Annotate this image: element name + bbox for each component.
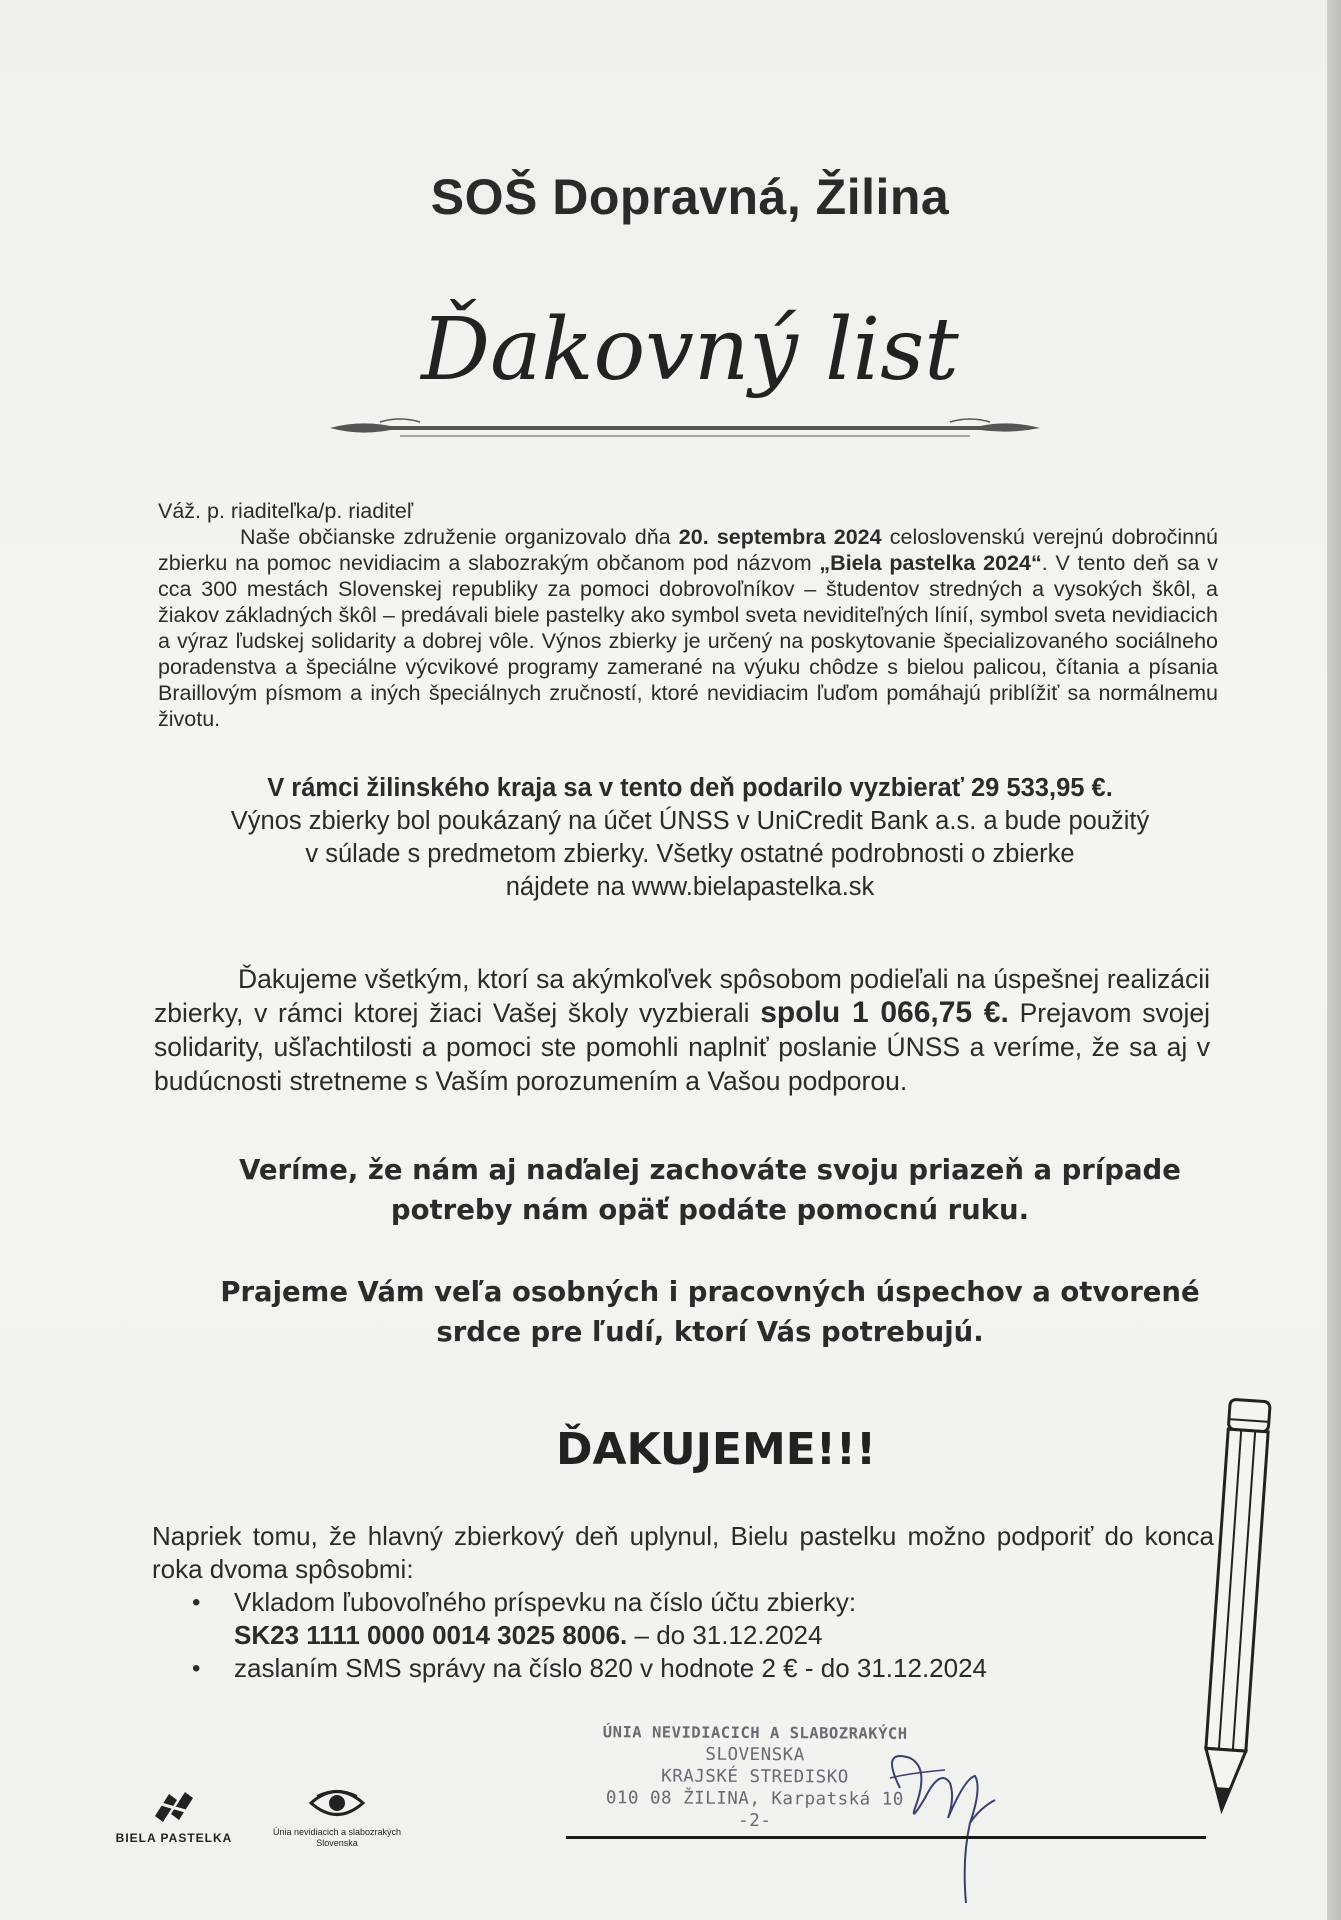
biela-pastelka-icon	[149, 1786, 199, 1826]
stamp-line-4: 010 08 ŽILINA, Karpatská 10	[605, 1788, 904, 1810]
region-result	[150, 772, 1230, 904]
thanks-text-a: Ďakujeme všetkým, ktorí sa akýmkoľvek spôsobom podieľali na úspešnej realizácii zbierky, v rámci ktorej žiaci Vašej školy vyzbierali	[154, 964, 1210, 1028]
support-options	[152, 1520, 1214, 1685]
account-number: SK23 1111 0000 0014 3025 8006.	[234, 1620, 628, 1650]
region-line-2: Výnos zbierky bol poukázaný na účet ÚNSS v UniCredit Bank a.s. a bude použitý	[230, 807, 1150, 835]
support-intro: Napriek tomu, že hlavný zbierkový deň uplynul, Bielu pastelku možno podporiť do konca roka dvoma spôsobmi:	[152, 1521, 1214, 1584]
thanks-text-b: Prejavom svojej solidarity, ušľachtilosti a pomoci ste pomohli naplniť poslanie ÚNSS a veríme, že sa aj v budúcnosti stretneme s Vaším porozumením a Vašou podporou.	[154, 998, 1210, 1096]
support-option-deposit	[234, 1586, 1214, 1652]
title-ornament	[320, 412, 1050, 444]
para1-text-c: . V tento deň sa v cca 300 mestách Slovenskej republiky za pomoci dobrovoľníkov – študentov stredných a vysokých škôl, a žiakov základných škôl – predávali biele pastelky ako symbol sveta neviditeľných línií, symbol sveta nevidiacich a výraz ľudskej solidarity a dobrej vôle. Výnos zbierky je určený na poskytovanie špecializovaného sociálneho poradenstva a špeciálne výcvikové programy zamerané na výuku chôdze s bielou palicou, čítania a písania Braillovým písmom a iných špeciálnych zručností, ktoré nevidiacim ľuďom pomáhajú priblížiť sa normálnemu životu.	[158, 551, 1218, 731]
school-name: SOŠ Dopravná, Žilina	[430, 169, 950, 225]
unss-label-1: Únia nevidiacich a slabozrakých	[272, 1827, 402, 1837]
salutation: Váž. p. riaditeľka/p. riaditeľ	[158, 499, 414, 523]
unss-logo	[262, 1784, 412, 1849]
wish-support	[190, 1150, 1230, 1230]
wish-1-line-2: potreby nám opäť podáte pomocnú ruku.	[390, 1194, 1030, 1226]
page-edge	[1327, 0, 1341, 1920]
wish-1-line-1: Veríme, že nám aj naďalej zachováte svoju priazeň a prípade	[239, 1154, 1181, 1186]
region-total: V rámci žilinského kraja sa v tento deň podarilo vyzbierať 29 533,95 €.	[267, 774, 1113, 802]
closing-thanks: ĎAKUJEME!!!	[555, 1424, 877, 1475]
eye-icon	[307, 1784, 367, 1822]
support-option-sms: • zaslaním SMS správy na číslo 820 v hodnote 2 € - do 31.12.2024	[234, 1652, 1214, 1685]
para1-text-b: celoslovenskú verejnú dobročinnú zbierku na pomoc nevidiacim a slabozrakým občanom pod názvom	[158, 525, 1218, 575]
stamp-line-1: ÚNIA NEVIDIACICH A SLABOZRAKÝCH	[602, 1723, 908, 1743]
letter-body	[158, 498, 1218, 732]
deposit-deadline: – do 31.12.2024	[627, 1620, 823, 1650]
document-title: Ďakovný list	[421, 300, 959, 400]
pencil-icon	[1190, 1390, 1280, 1820]
wish-success	[190, 1272, 1230, 1352]
para1-text-a: Naše občianske združenie organizovalo dňa	[240, 525, 679, 549]
region-website: nájdete na www.bielapastelka.sk	[505, 873, 875, 901]
stamp-line-3: KRAJSKÉ STREDISKO	[661, 1766, 849, 1788]
para1-date: 20. septembra 2024	[678, 525, 882, 549]
deposit-label: • Vkladom ľubovoľného príspevku na číslo účtu zbierky:	[234, 1587, 857, 1617]
biela-pastelka-label: BIELA PASTELKA	[115, 1831, 233, 1845]
region-line-3: v súlade s predmetom zbierky. Všetky ostatné podrobnosti o zbierke	[305, 840, 1075, 868]
school-amount: spolu 1 066,75 €.	[760, 996, 1009, 1029]
unss-label-2: Slovenska	[316, 1838, 358, 1848]
wish-2-line-2: srdce pre ľudí, ktorí Vás potrebujú.	[436, 1316, 984, 1348]
paragraph-intro	[158, 524, 1218, 732]
para1-campaign-name: „Biela pastelka 2024“	[819, 551, 1042, 575]
stamp-line-5: -2-	[738, 1810, 772, 1832]
thanks-paragraph	[154, 962, 1210, 1098]
stamp-line-2: SLOVENSKA	[705, 1744, 805, 1766]
biela-pastelka-logo	[104, 1786, 244, 1845]
handwritten-signature	[870, 1728, 1030, 1918]
support-list	[152, 1586, 1214, 1685]
signature-line	[566, 1836, 1206, 1839]
wish-2-line-1: Prajeme Vám veľa osobných i pracovných úspechov a otvorené	[220, 1276, 1200, 1308]
